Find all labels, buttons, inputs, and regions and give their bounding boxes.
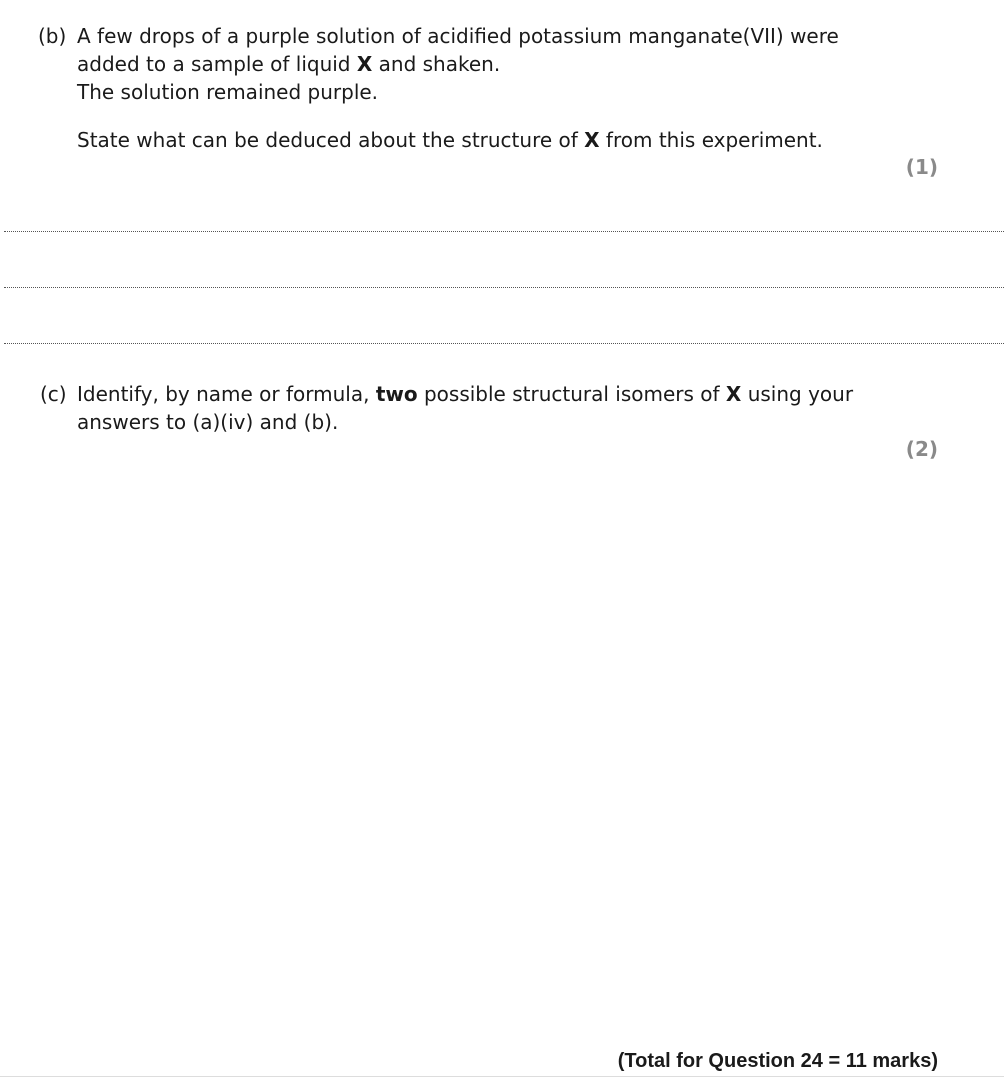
part-c-label: (c)	[40, 382, 67, 406]
answer-line-3[interactable]	[4, 343, 1004, 344]
part-c-line-2: answers to (a)(iv) and (b).	[77, 410, 339, 434]
part-b-question	[77, 22, 867, 154]
part-b-line-2: added to a sample of liquid X and shaken.	[77, 52, 501, 76]
part-b-line-4: State what can be deduced about the structure of X from this experiment.	[77, 128, 823, 152]
page-bottom-divider	[0, 1076, 1004, 1077]
part-c-answer-area[interactable]	[4, 470, 1004, 1030]
answer-line-2[interactable]	[4, 287, 1004, 288]
part-b-label: (b)	[38, 24, 67, 48]
part-b-line-1: A few drops of a purple solution of acidified potassium manganate(VII) were	[77, 24, 839, 48]
answer-line-1[interactable]	[4, 231, 1004, 232]
part-c-line-1: Identify, by name or formula, two possible structural isomers of X using your	[77, 382, 854, 406]
part-b-marks: (1)	[905, 155, 938, 179]
question-total: (Total for Question 24 = 11 marks)	[617, 1050, 938, 1072]
part-c-question	[77, 380, 867, 436]
part-b-line-3: The solution remained purple.	[77, 80, 379, 104]
part-c-marks: (2)	[905, 437, 938, 461]
